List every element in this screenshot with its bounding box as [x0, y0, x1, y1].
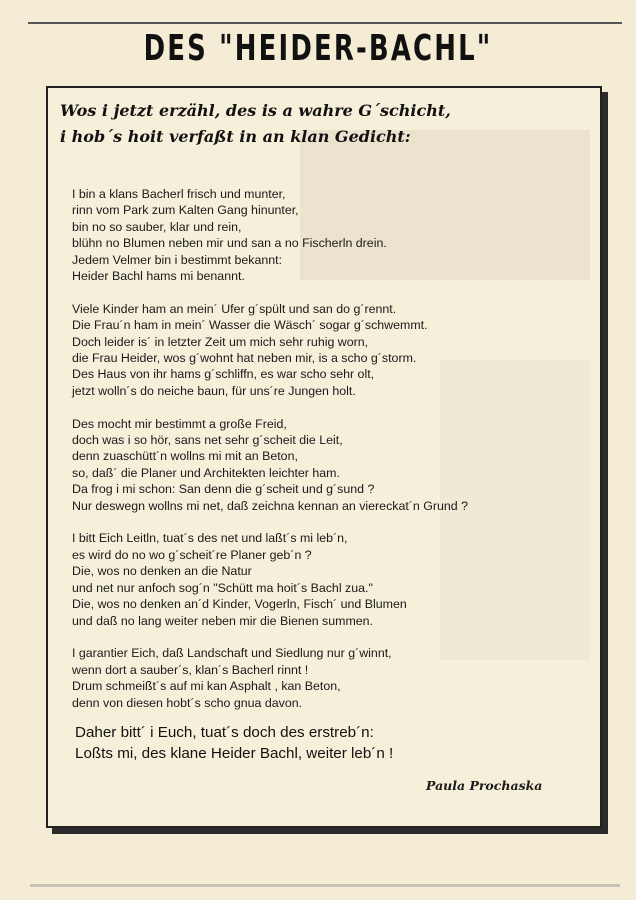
page-title: DES "HEIDER-BACHL": [143, 28, 493, 69]
author-signature: Paula Prochaska: [426, 778, 543, 793]
verse-line: es wird do no wo g´scheit´re Planer geb´n ?: [72, 547, 312, 562]
verse-line: Heider Bachl hams mi benannt.: [72, 269, 245, 284]
verse-line: blühn no Blumen neben mir und san a no Fischerln drein.: [72, 236, 387, 251]
stanza: [72, 530, 602, 628]
verse-line: die Frau Heider, wos g´wohnt hat neben mir, is a scho g´storm.: [72, 351, 417, 366]
verse-line: wenn dort a sauber´s, klan´s Bacherl rinnt !: [72, 662, 309, 677]
verse-line: Die, wos no denken an die Natur: [72, 564, 252, 579]
verse-line: I garantier Eich, daß Landschaft und Siedlung nur g´winnt,: [72, 646, 392, 661]
intro-line: Wos i jetzt erzähl, des is a wahre G´schicht,: [60, 101, 451, 120]
verse-line: I bin a klans Bacherl frisch und munter,: [72, 187, 286, 201]
verse-line: und daß no lang weiter neben mir die Bienen summen.: [72, 613, 373, 628]
closing-line: Daher bitt´ i Euch, tuat´s doch des erstreb´n:: [75, 724, 374, 741]
closing-line: Loßts mi, des klane Heider Bachl, weiter leb´n !: [75, 745, 394, 762]
verse-line: denn von diesen hobt´s scho gnua davon.: [72, 695, 303, 710]
verse-line: Viele Kinder ham an mein´ Ufer g´spült und san do g´rennt.: [72, 301, 397, 316]
verse-line: Doch leider is´ in letzter Zeit um mich sehr ruhig worn,: [72, 334, 369, 349]
stanza: [72, 301, 602, 399]
verse-line: Da frog i mi schon: San denn die g´scheit und g´sund ?: [72, 482, 375, 497]
verse-line: und net nur anfoch sog´n "Schütt ma hoit´s Bachl zua.": [72, 580, 373, 595]
verse-line: Des Haus von ihr hams g´schliffn, es war scho sehr olt,: [72, 367, 375, 382]
verse-line: Nur deswegn wollns mi net, daß zeichna kennan an viereckat´n Grund ?: [72, 498, 469, 513]
page-bottom-shadow: [30, 884, 620, 887]
verse-line: I bitt Eich Leitln, tuat´s des net und laßt´s mi leb´n,: [72, 531, 348, 546]
verse-line: rinn vom Park zum Kalten Gang hinunter,: [72, 203, 299, 218]
verse-line: jetzt wolln´s do neiche baun, für uns´re Jungen holt.: [72, 383, 356, 398]
poem-intro: [60, 98, 590, 150]
verse-line: Jedem Velmer bin i bestimmt bekannt:: [72, 252, 283, 267]
verse-line: Die, wos no denken an´d Kinder, Vogerln, Fisch´ und Blumen: [72, 597, 407, 612]
stanza: [72, 186, 602, 284]
verse-line: Drum schmeißt´s auf mi kan Asphalt , kan Beton,: [72, 679, 341, 694]
poem-body: [72, 186, 602, 727]
verse-line: Die Frau´n ham in mein´ Wasser die Wäsch´ sogar g´schwemmt.: [72, 318, 428, 333]
verse-line: Des mocht mir bestimmt a große Freid,: [72, 416, 287, 431]
intro-line: i hob´s hoit verfaßt in an klan Gedicht:: [60, 127, 411, 146]
verse-line: doch was i so hör, sans net sehr g´scheit die Leit,: [72, 433, 343, 448]
verse-line: so, daß´ die Planer und Architekten leichter ham.: [72, 465, 340, 480]
closing-couplet: [75, 722, 595, 764]
stanza: [72, 645, 602, 711]
top-rule: [28, 22, 622, 24]
verse-line: denn zuaschütt´n wollns mi mit an Beton,: [72, 449, 298, 464]
stanza: [72, 416, 602, 514]
verse-line: bin no so sauber, klar und rein,: [72, 219, 242, 234]
